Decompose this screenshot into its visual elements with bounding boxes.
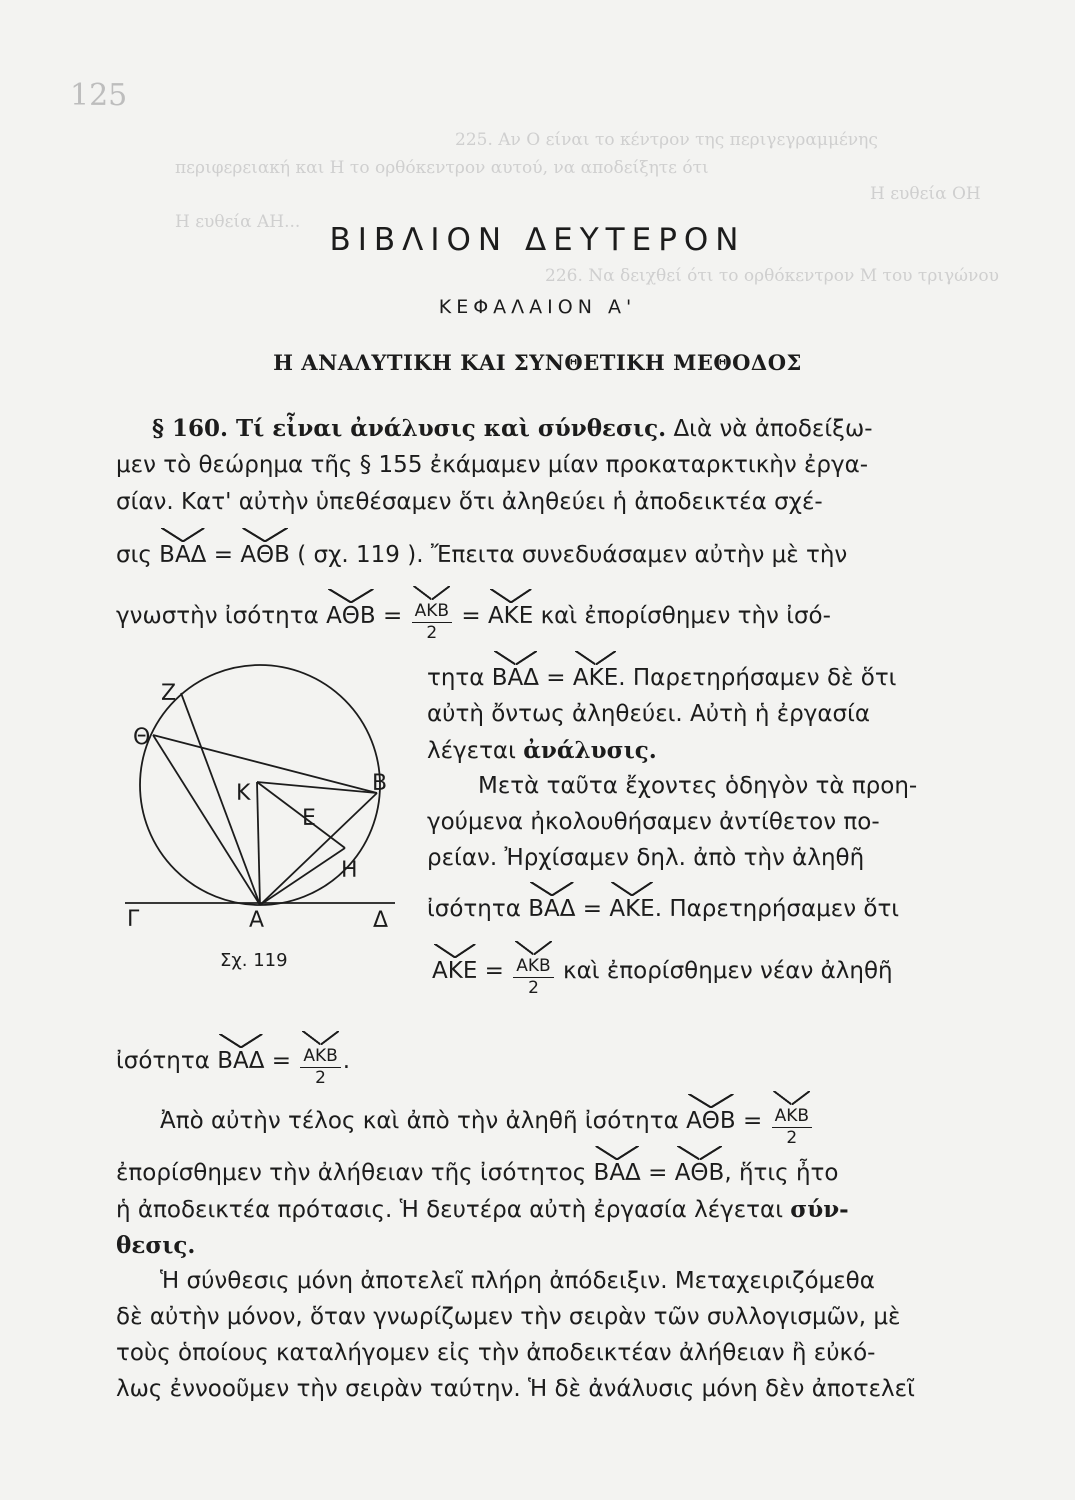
- angle-bad: ΒΑΔ: [593, 1160, 641, 1186]
- label-a: Α: [249, 908, 265, 933]
- text-line: μεν τὸ θεώρημα τῆς § 155 ἐκάμαμεν μίαν προκαταρκτικὴν ἐργα-: [116, 452, 869, 478]
- angle-athb: ΑΘΒ: [326, 603, 376, 629]
- text-line: λως ἐννοοῦμεν τὴν σειρὰν ταύτην. Ἡ δὲ ἀνάλυσις μόνη δὲν ἀποτελεῖ: [116, 1376, 915, 1402]
- text-line: λέγεται ἀνάλυσις.: [427, 737, 657, 764]
- angle-bad: ΒΑΔ: [217, 1048, 265, 1074]
- text-line: τητα ΒΑΔ = ΑΚΕ. Παρετηρήσαμεν δὲ ὅτι: [427, 665, 897, 691]
- label-k: Κ: [236, 781, 251, 806]
- text-line: σίαν. Κατ' αὐτὴν ὑπεθέσαμεν ὅτι ἀληθεύει ἡ ἀποδεικτέα σχέ-: [116, 489, 823, 515]
- angle-ake: ΑΚΕ: [609, 896, 655, 922]
- fraction-akb-2: $\frac{\text{ΑΚΒ}}{2}$: [300, 1035, 340, 1088]
- label-delta: Δ: [373, 908, 389, 933]
- angle-bad: ΒΑΔ: [159, 542, 207, 568]
- figure-caption: Σχ. 119: [220, 950, 288, 971]
- segment-thb: [153, 735, 377, 793]
- text-line: ρείαν. Ἠρχίσαμεν δηλ. ἀπὸ τὴν ἀληθῆ: [427, 845, 865, 871]
- text-line: Μετὰ ταῦτα ἔχοντες ὁδηγὸν τὰ προη-: [478, 773, 918, 799]
- angle-athb: ΑΘΒ: [674, 1160, 725, 1186]
- text-line: Ἡ σύνθεσις μόνη ἀποτελεῖ πλήρη ἀπόδειξιν. Μεταχειριζόμεθα: [160, 1268, 875, 1294]
- label-b: Β: [372, 771, 388, 796]
- angle-ake: ΑΚΕ: [572, 665, 619, 691]
- text-line: ΑΚΕ = $\frac{\text{ΑΚΒ}}{2}$ καὶ ἐπορίσθημεν νέαν ἀληθῆ: [432, 945, 893, 998]
- text-line: ἰσότητα ΒΑΔ = ΑΚΕ. Παρετηρήσαμεν ὅτι: [427, 896, 900, 922]
- text-line: τοὺς ὁποίους καταλήγομεν εἰς τὴν ἀποδεικτέαν ἀλήθειαν ἢ εὐκό-: [116, 1340, 876, 1366]
- segment-ab: [260, 793, 377, 905]
- term-synthesis: σύν-: [790, 1196, 849, 1223]
- bleed-through-text: περιφερειακή και Η το ορθόκεντρον αυτού, να αποδείξητε ότι: [175, 158, 709, 178]
- angle-bad: ΒΑΔ: [528, 896, 576, 922]
- text-line: ἡ ἀποδεικτέα πρότασις. Ἡ δευτέρα αὐτὴ ἐργασία λέγεται σύν-: [116, 1196, 849, 1223]
- angle-bad: ΒΑΔ: [491, 665, 539, 691]
- angle-athb: ΑΘΒ: [686, 1108, 736, 1134]
- angle-ake: ΑΚΕ: [487, 603, 534, 629]
- text-line: ἐπορίσθημεν τὴν ἀλήθειαν τῆς ἰσότητος ΒΑΔ = ΑΘΒ, ἥτις ἦτο: [116, 1160, 839, 1186]
- text-line: αὐτὴ ὄντως ἀληθεύει. Αὐτὴ ἡ ἐργασία: [427, 701, 871, 727]
- bleed-through-text: Η ευθεία ΟΗ: [870, 184, 981, 204]
- book-title: ΒΙΒΛΙΟΝ ΔΕΥΤΕΡΟΝ: [329, 222, 746, 258]
- label-e: Ε: [302, 806, 316, 831]
- bleed-through-text: 225. Αν Ο είναι το κέντρον της περιγεγραμμένης: [455, 130, 878, 150]
- section-heading: Η ΑΝΑΛΥΤΙΚΗ ΚΑΙ ΣΥΝΘΕΤΙΚΗ ΜΕΘΟΔΟΣ: [273, 350, 802, 375]
- text-line: σις ΒΑΔ = ΑΘΒ ( σχ. 119 ). Ἔπειτα συνεδυάσαμεν αὐτὴν μὲ τὴν: [116, 542, 848, 568]
- segment-kh: [257, 782, 345, 848]
- fraction-akb-2: $\frac{\text{ΑΚΒ}}{2}$: [772, 1095, 812, 1148]
- text-line: θεσις.: [116, 1232, 196, 1259]
- angle-athb: ΑΘΒ: [240, 542, 290, 568]
- label-gamma: Γ: [127, 907, 140, 932]
- bleed-through-text: Η ευθεία ΑΗ...: [175, 212, 301, 232]
- page-number: 125: [70, 78, 128, 113]
- fraction-akb-2: $\frac{\text{ΑΚΒ}}{2}$: [412, 590, 452, 643]
- text-line: δὲ αὐτὴν μόνον, ὅταν γνωρίζωμεν τὴν σειρὰν τῶν συλλογισμῶν, μὲ: [116, 1304, 901, 1330]
- text-line: § 160. Τί εἶναι ἀνάλυσις καὶ σύνθεσις. Διὰ νὰ ἀποδείξω-: [152, 415, 873, 442]
- text-line: Ἀπὸ αὐτὴν τέλος καὶ ἀπὸ τὴν ἀληθῆ ἰσότητα ΑΘΒ = $\frac{\text{ΑΚΒ}}{2}$: [160, 1095, 814, 1148]
- bleed-through-text: 226. Να δειχθεί ότι το ορθόκεντρον Μ του τριγώνου: [545, 266, 999, 286]
- fraction-akb-2: $\frac{\text{ΑΚΒ}}{2}$: [513, 945, 553, 998]
- chapter-title: ΚΕΦΑΛΑΙΟΝ Α': [438, 296, 637, 318]
- text-line: ἰσότητα ΒΑΔ = $\frac{\text{ΑΚΒ}}{2}$ .: [116, 1035, 350, 1088]
- angle-ake: ΑΚΕ: [432, 958, 478, 984]
- term-analysis: ἀνάλυσις.: [523, 737, 657, 764]
- text-line: γούμενα ἠκολουθήσαμεν ἀντίθετον πο-: [427, 809, 880, 835]
- label-h: Η: [341, 858, 358, 883]
- segment-ak: [257, 782, 260, 905]
- text-line: γνωστὴν ἰσότητα ΑΘΒ = $\frac{\text{ΑΚΒ}}{2}$ = ΑΚΕ καὶ ἐπορίσθημεν τὴν ἰσό-: [116, 590, 831, 643]
- geometry-figure: [115, 660, 415, 980]
- label-theta: Θ: [133, 725, 151, 750]
- label-z: Ζ: [161, 681, 177, 706]
- section-label: § 160. Τί εἶναι ἀνάλυσις καὶ σύνθεσις.: [152, 415, 667, 442]
